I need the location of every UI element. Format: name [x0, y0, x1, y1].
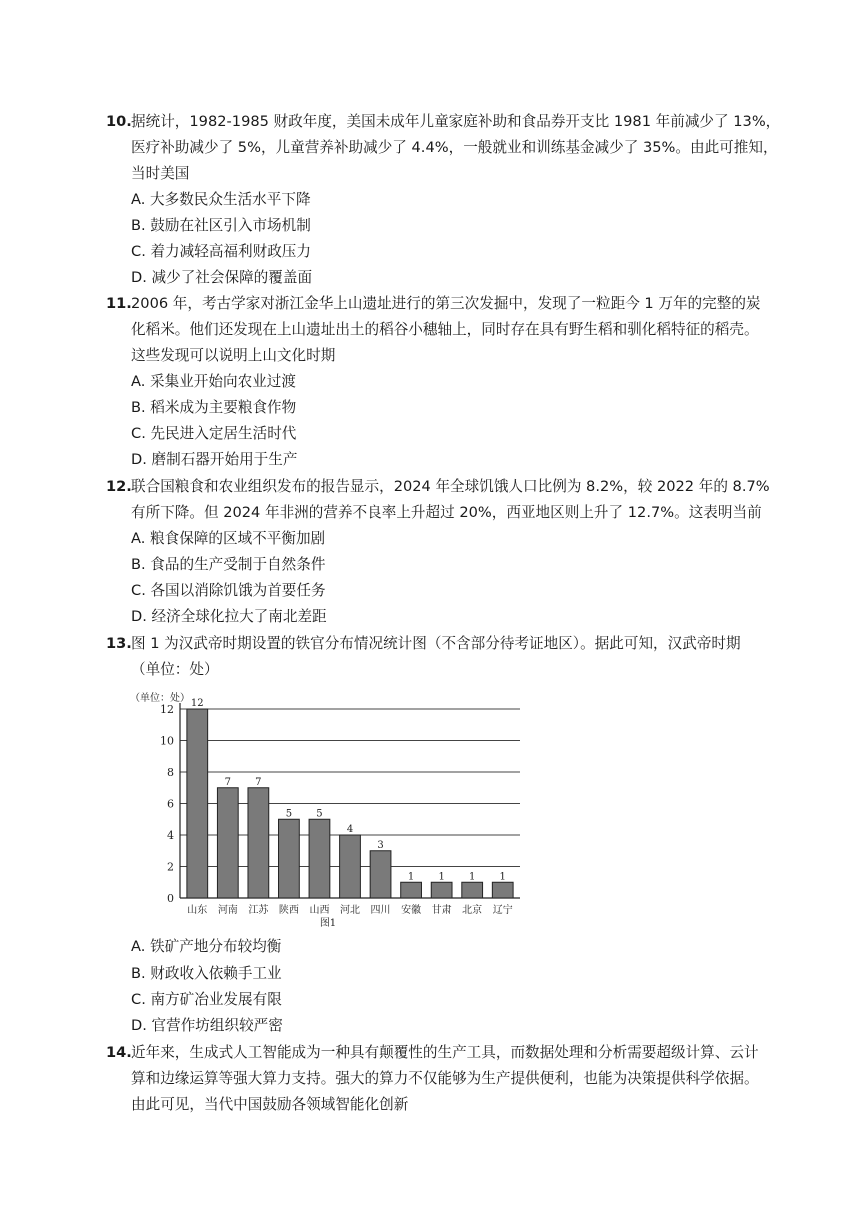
question-stem-line: 医疗补助减少了 5%，儿童营养补助减少了 4.4%，一般就业和训练基金减少了 35%。由此可推知，: [131, 139, 778, 156]
option-a: A. 采集业开始向农业过渡: [131, 373, 296, 390]
option-d: D. 磨制石器开始用于生产: [131, 451, 298, 468]
chart-unit-label: （单位：处）: [130, 693, 190, 704]
bar: [431, 882, 452, 898]
question-stem-line: 据统计，1982-1985 财政年度，美国未成年儿童家庭补助和食品券开支比 1981 年前减少了 13%，: [131, 113, 781, 130]
x-category-label: 山西: [309, 905, 330, 916]
bar: [340, 835, 361, 898]
question-stem-line: 由此可见，当代中国鼓励各领域智能化创新: [131, 1096, 409, 1113]
bar: [217, 788, 238, 898]
y-tick-label: 10: [160, 734, 174, 748]
x-category-label: 河南: [217, 905, 238, 916]
option-d: D. 减少了社会保障的覆盖面: [131, 269, 313, 286]
option-d: D. 经济全球化拉大了南北差距: [131, 608, 327, 625]
x-category-label: 安徽: [401, 905, 422, 916]
bar: [401, 882, 422, 898]
bar: [492, 882, 513, 898]
x-category-label: 山东: [187, 905, 208, 916]
question-stem-line: 有所下降。但 2024 年非洲的营养不良率上升超过 20%，西亚地区则上升了 12.7%。这表明当前: [131, 504, 762, 521]
bar: [370, 851, 391, 898]
x-category-label: 江苏: [248, 905, 269, 916]
bar: [248, 788, 269, 898]
bar-value-label: 3: [377, 839, 384, 851]
question-stem-line: 联合国粮食和农业组织发布的报告显示，2024 年全球饥饿人口比例为 8.2%，较 2022 年的 8.7%: [131, 478, 770, 495]
option-c: C. 南方矿冶业发展有限: [131, 991, 282, 1008]
bar-value-label: 7: [224, 776, 232, 788]
option-b: B. 鼓励在社区引入市场机制: [131, 217, 311, 234]
y-tick-label: 0: [167, 892, 174, 905]
option-c: C. 各国以消除饥饿为首要任务: [131, 582, 326, 599]
bar-value-label: 1: [499, 871, 506, 883]
question-stem-line: 2006 年，考古学家对浙江金华上山遗址进行的第三次发掘中，发现了一粒距今 1 万年的完整的炭: [131, 295, 761, 312]
chart-caption: 图1: [319, 918, 337, 929]
bar-value-label: 5: [285, 808, 293, 820]
option-b: B. 稻米成为主要粮食作物: [131, 399, 297, 416]
question-stem-line: 当时美国: [131, 165, 190, 182]
x-category-label: 陕西: [278, 905, 299, 916]
y-tick-label: 8: [167, 766, 174, 779]
bar: [279, 819, 300, 898]
option-a: A. 铁矿产地分布较均衡: [131, 938, 282, 955]
bar: [462, 882, 483, 898]
question-stem-line: 算和边缘运算等强大算力支持。强大的算力不仅能够为生产提供便利，也能为决策提供科学依据。: [131, 1070, 759, 1087]
bar-value-label: 5: [316, 808, 323, 820]
x-category-label: 甘肃: [431, 905, 452, 916]
question-number: 14.: [106, 1044, 132, 1061]
bar-value-label: 4: [346, 824, 354, 835]
x-category-label: 四川: [370, 905, 391, 916]
bar: [187, 709, 208, 898]
x-category-label: 北京: [462, 905, 483, 916]
question-stem-line: （单位：处）: [131, 661, 219, 678]
option-c: C. 先民进入定居生活时代: [131, 425, 297, 442]
x-category-label: 辽宁: [492, 905, 513, 916]
bar-value-label: 12: [190, 698, 204, 709]
question-stem-line: 图 1 为汉武帝时期设置的铁官分布情况统计图（不含部分待考证地区）。据此可知，汉武帝时期: [131, 635, 741, 652]
question-number: 10.: [106, 113, 132, 130]
question-stem-line: 近年来，生成式人工智能成为一种具有颠覆性的生产工具，而数据处理和分析需要超级计算、云计: [131, 1044, 759, 1061]
question-number: 13.: [106, 635, 132, 652]
question-number: 12.: [106, 478, 132, 495]
bar-value-label: 1: [407, 871, 415, 883]
y-tick-label: 6: [167, 797, 174, 811]
bar-value-label: 1: [468, 871, 476, 883]
option-c: C. 着力减轻高福利财政压力: [131, 243, 312, 260]
option-a: A. 大多数民众生活水平下降: [131, 191, 311, 208]
iron-office-bar-chart: [128, 684, 524, 932]
bar-value-label: 1: [438, 871, 445, 883]
question-stem-line: 化稻米。他们还发现在上山遗址出土的稻谷小穗轴上，同时存在具有野生稻和驯化稻特征的稻壳。: [131, 321, 759, 338]
y-tick-label: 4: [167, 829, 174, 842]
question-number: 11.: [106, 295, 132, 312]
y-tick-label: 2: [167, 860, 174, 874]
option-d: D. 官营作坊组织较严密: [131, 1017, 283, 1034]
x-category-label: 河北: [340, 905, 360, 916]
chart-labels: [160, 698, 513, 916]
option-b: B. 财政收入依赖手工业: [131, 965, 282, 982]
option-a: A. 粮食保障的区域不平衡加剧: [131, 530, 326, 547]
y-tick-label: 12: [160, 703, 174, 716]
bar-value-label: 7: [255, 776, 262, 788]
option-b: B. 食品的生产受制于自然条件: [131, 556, 326, 573]
question-stem-line: 这些发现可以说明上山文化时期: [131, 347, 336, 364]
bar: [309, 819, 330, 898]
